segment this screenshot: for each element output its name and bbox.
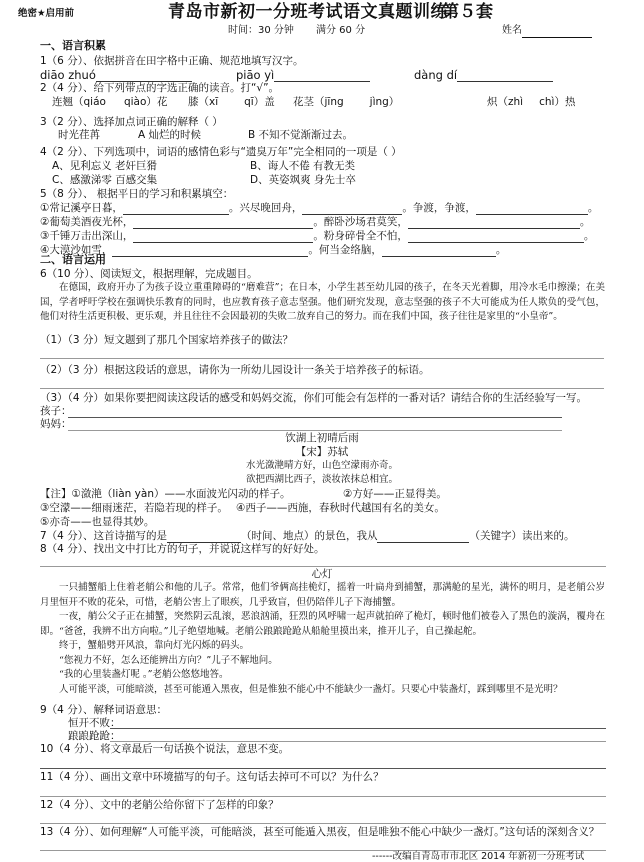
story-paragraph: 终于，蟹船劈开风浪，靠向灯光闪烁的码头。 [59, 640, 250, 651]
poem-note-5: ⑤亦奇——也显得其妙。 [40, 516, 155, 528]
answer-blank[interactable] [377, 531, 469, 543]
child-answer-line[interactable] [68, 417, 562, 418]
q6-sub3: （3）（4 分）如果你要把阅读这段话的感受和妈妈交流，你们可能会有怎样的一番对话？请结合你的生活经验写一写。 [40, 392, 587, 404]
q10: 10（4 分）、将文章最后一句话换个说法，意思不变。 [40, 743, 290, 755]
answer-blank[interactable] [382, 245, 496, 257]
story-paragraph: “我的心里装盏灯呢 。”老艄公悠悠地答。 [59, 669, 229, 680]
q9-word-2: 踉踉跄跄： [68, 730, 121, 742]
q9-stem: 9（4 分）、解释词语意思： [40, 704, 167, 716]
answer-blank[interactable] [457, 70, 553, 82]
q4-stem: 4（2 分）、下列选项中，词语的感情色彩与“遗臭万年”完全相同的一项是（ ） [40, 146, 402, 158]
poem-note-1: 【注】①潋滟（liàn yàn）——水面波光闪动的样子。 [40, 488, 291, 500]
q6-sub2: （2）（3 分）根据这段话的意思，请你为一所幼儿园设计一条关于培养孩子的标语。 [40, 364, 430, 376]
poem-note-2: ②方好——正显得美。 [343, 488, 447, 500]
q8: 8（4 分）、找出文中打比方的句子，并说说这样写的好好处。 [40, 543, 325, 555]
story-paragraph: 一只捕蟹船上住着老艄公和他的儿子。常常，他们爷俩高挂桅灯，摇着一叶扁舟到捕蟹，那满舱的星光，满怀的明月，是老艄公岁月里恒开不败的花朵，可惜，老艄公害上了眼疾，几乎致盲，但仍陪伴儿子下海捕蟹。 [40, 582, 605, 608]
name-field[interactable] [502, 24, 592, 38]
q6-stem: 6（10 分）、阅读短文，根据理解，完成题目。 [40, 268, 258, 280]
exam-time: 时间：30 分钟 [228, 25, 294, 36]
q4-option-a: A、见利忘义 老奸巨猾 [52, 160, 158, 172]
q7: 7（4 分）、这首诗描写的是 （时间、地点）的景色，我从 （关键字）读出来的。 [40, 530, 575, 542]
q4-option-d: D、英姿飒爽 身先士卒 [250, 174, 356, 186]
section-1-title: 一、语言积累 [40, 39, 106, 52]
q5-line-2: ②葡萄美酒夜光杯， 。醉卧沙场君莫笑， 。 [40, 216, 591, 228]
full-score: 满分 60 分 [316, 25, 366, 36]
poem-line-2: 欲把西湖比西子，淡妆浓抹总相宜。 [245, 474, 398, 485]
answer-blank[interactable] [133, 217, 313, 229]
set-number: 第５套 [442, 2, 493, 22]
answer-blank[interactable] [408, 217, 580, 229]
q3-word: 时光荏苒 [58, 129, 100, 141]
q1-pinyin-2[interactable] [236, 68, 370, 82]
answer-blank[interactable] [408, 231, 584, 243]
q2-stem: 2（4 分）、给下列带点的字选正确的读音。打“√”。 [40, 82, 280, 94]
footer-source: ------改编自青岛市市北区 2014 年新初一分班考试 [372, 851, 585, 862]
poem-author: 【宋】苏轼 [295, 446, 349, 458]
answer-blank[interactable] [133, 231, 313, 243]
q5-line-4: ④大漠沙如雪， 。何当金络脑， 。 [40, 244, 507, 256]
q4-option-c: C、感激涕零 百感交集 [52, 174, 158, 186]
answer-blank[interactable] [302, 203, 402, 215]
q13: 13（4 分）、如何理解“人可能平淡，可能暗淡，甚至可能遁入黑夜，但是唯独不能心中缺少一盏灯。”这句话的深刻含义？ [40, 826, 600, 838]
poem-line-1: 水光潋滟晴方好，山色空濛雨亦奇。 [245, 460, 398, 471]
poem-title: 饮湖上初晴后雨 [285, 432, 359, 444]
name-blank[interactable] [522, 26, 592, 38]
story-paragraph: 人可能平淡，可能暗淡，甚至可能遁入黑夜，但是惟独不能心中不能缺少一盏灯。只要心中装盏灯，踩到哪里不是光明？ [59, 683, 563, 695]
poem-note-3: ③空濛——细雨迷茫，若隐若现的样子。 [40, 502, 228, 514]
q5-line-3: ③千锤万击出深山， 。粉身碎骨全不怕， 。 [40, 230, 595, 242]
q9-answer-line-1[interactable] [110, 728, 606, 729]
q11: 11（4 分）、画出文章中环境描写的句子。这句话去掉可不可以？为什么？ [40, 771, 384, 783]
pinyin-text: diāo zhuó [40, 68, 96, 82]
child-label: 孩子： [40, 405, 72, 417]
q2-item-1: 连翘（qiáo qiào）花 [52, 96, 168, 108]
q3-option-b: B 不知不觉渐渐过去。 [248, 129, 354, 141]
story-title: 心灯 [311, 568, 333, 580]
name-label: 姓名 [502, 25, 522, 36]
q2-item-3: 花茎（jīng jìng） [293, 96, 400, 108]
answer-blank[interactable] [476, 203, 588, 215]
answer-blank[interactable] [274, 70, 370, 82]
poem-note-4: ④西子——西施，春秋时代越国有名的美女。 [236, 502, 445, 514]
answer-line[interactable] [40, 358, 604, 359]
q9-word-1: 恒开不败： [68, 717, 121, 729]
q2-item-4: 炽（zhì chì）热 [487, 96, 576, 108]
q4-option-b: B、诲人不倦 有教无类 [250, 160, 356, 172]
story-paragraph: “您视力不好，怎么还能辨出方向？”儿子不解地问。 [59, 654, 278, 666]
q1-stem: 1（6 分）、依据拼音在田字格中正确、规范地填写汉字。 [40, 55, 304, 67]
q3-stem: 3（2 分）、选择加点词正确的解释（ ） [40, 116, 223, 128]
q2-item-2: 膝（xī qī）盖 [188, 96, 275, 108]
story-paragraph: 一夜，艄公父子正在捕蟹，突然阴云乱滚，恶浪汹涌，狂烈的风呼啸一起声就拍碎了桅灯，顿时他们被卷入了黑色的漩涡，覆舟在即。“爸爸，我辨不出方向啦。”儿子绝望地喊。老艄公踉踉跄跄从船舱里摸出来，推开儿子，自己操起舵。 [40, 611, 605, 637]
q6-sub1: （1）（3 分）短文题到了那几个国家培养孩子的做法？ [40, 334, 293, 346]
pinyin-text: dàng dí [414, 68, 458, 82]
answer-line[interactable] [40, 768, 606, 769]
q5-stem: 5（8 分）、 根据平日的学习和积累填空： [40, 188, 234, 200]
pinyin-text: piāo yì [236, 68, 275, 82]
q12: 12（4 分）、文中的老艄公给你留下了怎样的印象？ [40, 799, 279, 811]
answer-blank[interactable] [112, 245, 308, 257]
q6-passage: 在德国，政府开办了为孩子设立重重障碍的“磨难营”；在日本，小学生甚至幼儿园的孩子，在冬天光着脚，用冷水毛巾擦澡；在美国，学者呼吁学校在强调快乐教育的同时，也应教育孩子意志坚强。他们研究发现，意志坚强的孩子不大可能成为任人欺负的受气包，他们对待生活更积极、更乐观，并且往往不会因最初的失败二放弃自己的努力。而在我们中国，孩子往往是家里的“小皇帝”。 [40, 282, 605, 322]
q5-line-1: ①常记溪亭日暮， 。兴尽晚回舟， 。争渡，争渡， 。 [40, 202, 599, 214]
q1-pinyin-3[interactable] [414, 68, 553, 82]
answer-line[interactable] [40, 388, 604, 389]
answer-line[interactable] [40, 796, 606, 797]
page-title: 青岛市新初一分班考试语文真题训练 [168, 2, 448, 22]
mom-label: 妈妈： [40, 418, 72, 430]
q1-pinyin-1[interactable] [40, 68, 192, 82]
answer-line[interactable] [40, 823, 606, 824]
section-2-title: 二、语言运用 [40, 253, 106, 266]
confidential-label: 绝密★启用前 [18, 8, 75, 19]
answer-blank[interactable] [123, 203, 229, 215]
q3-option-a: A 灿烂的时候 [138, 129, 202, 141]
story-text [40, 581, 605, 697]
